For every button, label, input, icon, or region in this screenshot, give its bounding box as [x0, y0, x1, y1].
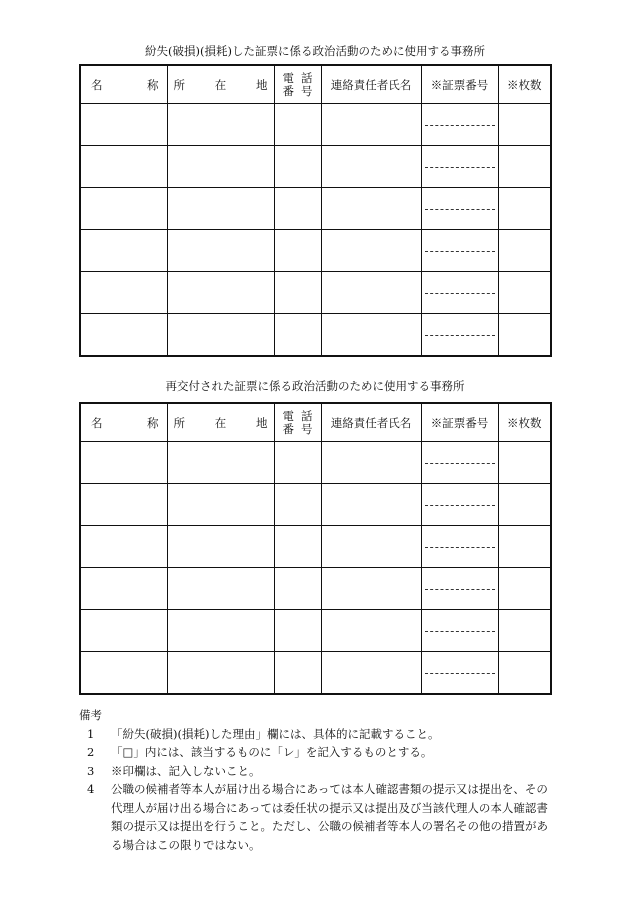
input-phone-cell[interactable] [274, 484, 321, 526]
note-number: 1 [87, 726, 95, 741]
input-contact-cell[interactable] [321, 314, 421, 357]
input-count-cell[interactable] [498, 652, 551, 695]
input-address-cell[interactable] [167, 568, 274, 610]
note-number: 3 [87, 763, 95, 778]
table-row [80, 568, 551, 610]
input-name-cell[interactable] [80, 272, 167, 314]
input-count-cell[interactable] [498, 188, 551, 230]
table-row [80, 484, 551, 526]
table-row [80, 104, 551, 146]
table-row [80, 146, 551, 188]
input-name-cell[interactable] [80, 146, 167, 188]
input-contact-cell[interactable] [321, 526, 421, 568]
input-cert-no-cell[interactable] [421, 146, 498, 188]
input-contact-cell[interactable] [321, 146, 421, 188]
input-phone-cell[interactable] [274, 314, 321, 357]
input-name-cell[interactable] [80, 314, 167, 357]
input-name-cell[interactable] [80, 442, 167, 484]
input-count-cell[interactable] [498, 442, 551, 484]
header-address: 所 在 地 [167, 403, 274, 442]
input-name-cell[interactable] [80, 610, 167, 652]
input-name-cell[interactable] [80, 526, 167, 568]
dashed-divider [425, 335, 495, 336]
input-contact-cell[interactable] [321, 610, 421, 652]
header-phone: 電話 番号 [274, 65, 321, 104]
table-row [80, 652, 551, 695]
notes [79, 706, 559, 854]
table-row [80, 230, 551, 272]
input-cert-no-cell[interactable] [421, 314, 498, 357]
note-item [79, 762, 559, 781]
input-contact-cell[interactable] [321, 652, 421, 695]
note-number: 2 [87, 745, 95, 759]
input-phone-cell[interactable] [274, 568, 321, 610]
input-address-cell[interactable] [167, 652, 274, 695]
lost-office-table [79, 64, 552, 357]
input-address-cell[interactable] [167, 146, 274, 188]
input-cert-no-cell[interactable] [421, 272, 498, 314]
header-address: 所 在 地 [167, 65, 274, 104]
input-name-cell[interactable] [80, 568, 167, 610]
input-address-cell[interactable] [167, 230, 274, 272]
input-phone-cell[interactable] [274, 652, 321, 695]
table-row [80, 314, 551, 357]
input-address-cell[interactable] [167, 442, 274, 484]
lost-office-body [80, 104, 551, 357]
section1-title: 紛失(破損)(損耗)した証票に係る政治活動のために使用する事務所 [145, 44, 485, 58]
reissued-office-body [80, 442, 551, 695]
table-row [80, 526, 551, 568]
input-count-cell[interactable] [498, 526, 551, 568]
input-name-cell[interactable] [80, 188, 167, 230]
input-cert-no-cell[interactable] [421, 188, 498, 230]
input-count-cell[interactable] [498, 610, 551, 652]
input-cert-no-cell[interactable] [421, 652, 498, 695]
input-name-cell[interactable] [80, 652, 167, 695]
note-text: 「紛失(破損)(損耗)した理由」欄には、具体的に記載すること。 [111, 726, 440, 741]
input-name-cell[interactable] [80, 104, 167, 146]
reissued-office-table [79, 402, 552, 695]
table-row [80, 610, 551, 652]
note-text: 公職の候補者等本人が届け出る場合にあっては本人確認書類の提示又は提出を、その代理人が届け出る場合にあっては委任状の提示又は提出及び当該代理人の本人確認書類の提示又は提出を行うこと。ただし、公職の候補者等本人の署名その他の措置がある場合はこの限りではない。 [111, 782, 548, 852]
input-phone-cell[interactable] [274, 272, 321, 314]
input-contact-cell[interactable] [321, 272, 421, 314]
header-cert-no: ※証票番号 [421, 65, 498, 104]
note-item [79, 780, 559, 854]
input-phone-cell[interactable] [274, 610, 321, 652]
table-row [80, 272, 551, 314]
table-row [80, 442, 551, 484]
input-cert-no-cell[interactable] [421, 610, 498, 652]
header-cert-no: ※証票番号 [421, 403, 498, 442]
dashed-divider [425, 251, 495, 252]
dashed-divider [425, 589, 495, 590]
input-cert-no-cell[interactable] [421, 442, 498, 484]
input-contact-cell[interactable] [321, 104, 421, 146]
input-cert-no-cell[interactable] [421, 104, 498, 146]
dashed-divider [425, 673, 495, 674]
input-address-cell[interactable] [167, 610, 274, 652]
input-count-cell[interactable] [498, 484, 551, 526]
dashed-divider [425, 463, 495, 464]
header-name: 名 称 [80, 65, 167, 104]
section2-title: 再交付された証票に係る政治活動のために使用する事務所 [165, 379, 465, 393]
input-count-cell[interactable] [498, 104, 551, 146]
input-contact-cell[interactable] [321, 230, 421, 272]
table-row [80, 188, 551, 230]
input-phone-cell[interactable] [274, 526, 321, 568]
input-name-cell[interactable] [80, 230, 167, 272]
input-phone-cell[interactable] [274, 104, 321, 146]
input-address-cell[interactable] [167, 526, 274, 568]
input-phone-cell[interactable] [274, 442, 321, 484]
note-text: ※印欄は、記入しないこと。 [111, 763, 261, 778]
note-text: 「□」内には、該当するものに「レ」を記入するものとする。 [111, 745, 433, 759]
input-count-cell[interactable] [498, 568, 551, 610]
notes-heading: 備考 [79, 708, 102, 722]
header-name: 名 称 [80, 403, 167, 442]
notes-list [79, 725, 559, 855]
input-address-cell[interactable] [167, 188, 274, 230]
input-address-cell[interactable] [167, 314, 274, 357]
dashed-divider [425, 209, 495, 210]
input-cert-no-cell[interactable] [421, 484, 498, 526]
input-cert-no-cell[interactable] [421, 526, 498, 568]
dashed-divider [425, 505, 495, 506]
input-count-cell[interactable] [498, 146, 551, 188]
input-contact-cell[interactable] [321, 188, 421, 230]
input-contact-cell[interactable] [321, 484, 421, 526]
dashed-divider [425, 293, 495, 294]
header-contact: 連絡責任者氏名 [321, 65, 421, 104]
header-contact: 連絡責任者氏名 [321, 403, 421, 442]
note-item [79, 725, 559, 744]
input-contact-cell[interactable] [321, 568, 421, 610]
dashed-divider [425, 167, 495, 168]
input-count-cell[interactable] [498, 230, 551, 272]
note-number: 4 [87, 782, 95, 796]
input-cert-no-cell[interactable] [421, 568, 498, 610]
header-count: ※枚数 [498, 65, 551, 104]
input-address-cell[interactable] [167, 104, 274, 146]
dashed-divider [425, 631, 495, 632]
input-name-cell[interactable] [80, 484, 167, 526]
input-contact-cell[interactable] [321, 442, 421, 484]
input-phone-cell[interactable] [274, 188, 321, 230]
input-phone-cell[interactable] [274, 230, 321, 272]
note-item [79, 743, 559, 762]
input-address-cell[interactable] [167, 484, 274, 526]
header-count: ※枚数 [498, 403, 551, 442]
input-cert-no-cell[interactable] [421, 230, 498, 272]
input-count-cell[interactable] [498, 314, 551, 357]
dashed-divider [425, 125, 495, 126]
dashed-divider [425, 547, 495, 548]
input-address-cell[interactable] [167, 272, 274, 314]
input-count-cell[interactable] [498, 272, 551, 314]
input-phone-cell[interactable] [274, 146, 321, 188]
header-phone: 電話 番号 [274, 403, 321, 442]
